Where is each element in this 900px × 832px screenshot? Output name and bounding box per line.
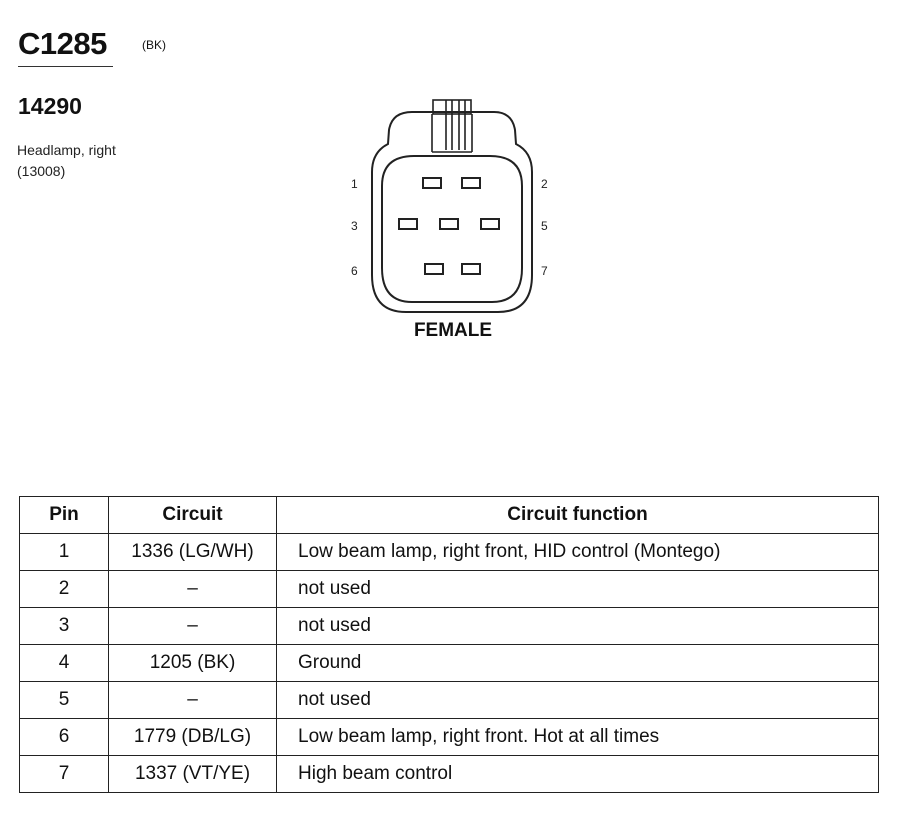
circuit-cell: – bbox=[109, 608, 277, 645]
pin-cell: 2 bbox=[20, 571, 109, 608]
table-row bbox=[20, 756, 879, 793]
circuit-cell: 1779 (DB/LG) bbox=[109, 719, 277, 756]
component-description: Headlamp, right bbox=[17, 142, 116, 158]
pin-cavity-6 bbox=[425, 264, 443, 274]
table-row bbox=[20, 682, 879, 719]
connector-id: C1285 bbox=[18, 26, 107, 61]
function-cell: not used bbox=[277, 682, 879, 719]
pin-cavity-2 bbox=[462, 178, 480, 188]
table-row bbox=[20, 645, 879, 682]
column-header-circuit: Circuit bbox=[109, 497, 277, 534]
column-header-pin: Pin bbox=[20, 497, 109, 534]
column-header-function: Circuit function bbox=[277, 497, 879, 534]
function-cell: Ground bbox=[277, 645, 879, 682]
table-row bbox=[20, 534, 879, 571]
pin-cavity-3 bbox=[399, 219, 417, 229]
function-cell: Low beam lamp, right front. Hot at all times bbox=[277, 719, 879, 756]
circuit-cell: 1337 (VT/YE) bbox=[109, 756, 277, 793]
pin-cavity-5 bbox=[481, 219, 499, 229]
function-cell: not used bbox=[277, 571, 879, 608]
pin-cavity-7 bbox=[462, 264, 480, 274]
pinout-table bbox=[19, 496, 879, 793]
pin-label-6: 6 bbox=[351, 264, 358, 278]
pin-cell: 1 bbox=[20, 534, 109, 571]
pin-cavity-1 bbox=[423, 178, 441, 188]
locking-tab bbox=[432, 100, 472, 152]
pin-label-1: 1 bbox=[351, 177, 358, 191]
pin-label-3: 3 bbox=[351, 219, 358, 233]
function-cell: not used bbox=[277, 608, 879, 645]
pin-cell: 7 bbox=[20, 756, 109, 793]
circuit-cell: 1336 (LG/WH) bbox=[109, 534, 277, 571]
table-row bbox=[20, 719, 879, 756]
pin-cell: 3 bbox=[20, 608, 109, 645]
pin-cavity-4 bbox=[440, 219, 458, 229]
connector-gender-label: FEMALE bbox=[413, 320, 493, 341]
pin-label-2: 2 bbox=[541, 177, 548, 191]
pin-label-5: 5 bbox=[541, 219, 548, 233]
function-cell: High beam control bbox=[277, 756, 879, 793]
table-row bbox=[20, 571, 879, 608]
component-reference: (13008) bbox=[17, 163, 66, 179]
circuit-cell: – bbox=[109, 571, 277, 608]
connector-color: (BK) bbox=[142, 38, 166, 52]
circuit-cell: 1205 (BK) bbox=[109, 645, 277, 682]
table-row bbox=[20, 608, 879, 645]
function-cell: Low beam lamp, right front, HID control (Montego) bbox=[277, 534, 879, 571]
table-header-row bbox=[20, 497, 879, 534]
circuit-cell: – bbox=[109, 682, 277, 719]
pin-cell: 5 bbox=[20, 682, 109, 719]
part-number: 14290 bbox=[18, 93, 82, 119]
pin-cell: 4 bbox=[20, 645, 109, 682]
pin-label-7: 7 bbox=[541, 264, 548, 278]
pin-cell: 6 bbox=[20, 719, 109, 756]
